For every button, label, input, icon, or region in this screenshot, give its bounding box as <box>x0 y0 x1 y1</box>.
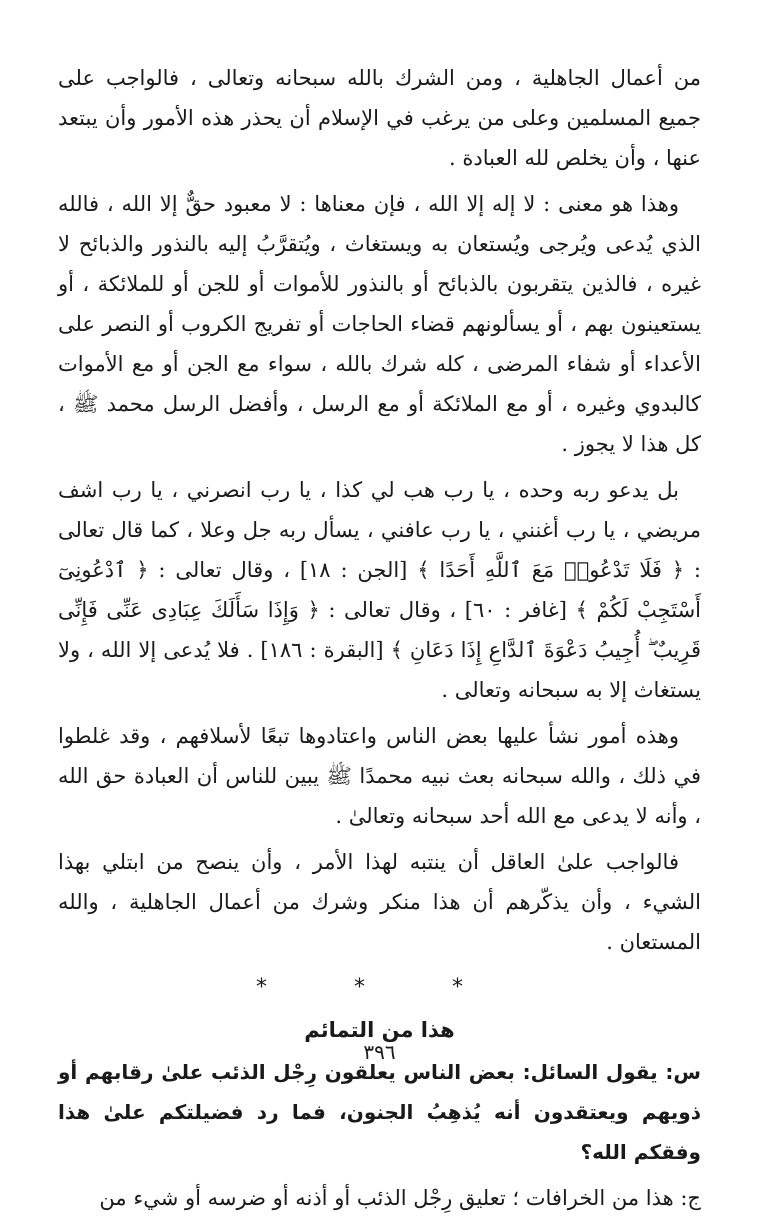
paragraph: بل يدعو ربه وحده ، يا رب هب لي كذا ، يا رب انصرني ، يا رب اشف مريضي ، يا رب أغنني ، يا رب عافني ، يسأل ربه جل وعلا ، كما قال تعالى : ﴿ فَلَا تَدْعُوا۟ مَعَ ٱللَّهِ أَحَدًا ﴾ [الجن : ١٨] ، وقال تعالى : ﴿ ٱدْعُونِىٓ أَسْتَجِبْ لَكُمْ ﴾ [غافر : ٦٠] ، وقال تعالى : ﴿ وَإِذَا سَأَلَكَ عِبَادِى عَنِّى فَإِنِّى قَرِيبٌ ۖ أُجِيبُ دَعْوَةَ ٱلدَّاعِ إِذَا دَعَانِ ﴾ [البقرة : ١٨٦] . فلا يُدعى إلا الله ، ولا يستغاث إلا به سبحانه وتعالى . <box>58 478 701 702</box>
section-title: هذا من التمائم <box>304 1018 455 1042</box>
section-separator: * * * <box>256 975 503 1000</box>
paragraph: من أعمال الجاهلية ، ومن الشرك بالله سبحانه وتعالى ، فالواجب على جميع المسلمين وعلى من يرغب في الإسلام أن يحذر هذه الأمور وأن يبتعد عنها ، وأن يخلص لله العبادة . <box>58 66 701 170</box>
paragraph: فالواجب علىٰ العاقل أن ينتبه لهذا الأمر ، وأن ينصح من ابتلي بهذا الشيء ، وأن يذكّرهم أن هذا منكر وشرك من أعمال الجاهلية ، والله المستعان . <box>58 850 701 954</box>
paragraph: وهذا هو معنى : لا إله إلا الله ، فإن معناها : لا معبود حقٌّ إلا الله ، فالله الذي يُدعى ويُرجى ويُستعان به ويستغاث ، ويُتقرَّبُ إليه بالنذور والذبائح لا غيره ، فالذين يتقربون بالذبائح أو بالنذور للأموات أو للجن أو للملائكة ، أو يستعينون بهم ، أو يسألونهم قضاء الحاجات أو تفريج الكروب أو النصر على الأعداء أو شفاء المرضى ، كله شرك بالله ، سواء مع الجن أو مع الأموات كالبدوي وغيره ، أو مع الملائكة أو مع الرسل ، وأفضل الرسل محمد ﷺ ، كل هذا لا يجوز . <box>58 192 701 456</box>
question-text: س: يقول السائل: بعض الناس يعلقون رِجْل الذئب علىٰ رقابهم أو ذويهم ويعتقدون أنه يُذهِبُ الجنون، فما رد فضيلتكم علىٰ هذا وفقكم الله؟ <box>58 1060 701 1164</box>
answer-text: ج: هذا من الخرافات ؛ تعليق رِجْل الذئب أو أذنه أو ضرسه أو شيء من <box>99 1186 701 1210</box>
page-number: ٣٩٦ <box>363 1040 396 1064</box>
paragraph: وهذه أمور نشأ عليها بعض الناس واعتادوها تبعًا لأسلافهم ، وقد غلطوا في ذلك ، والله سبحانه بعث نبيه محمدًا ﷺ يبين للناس أن العبادة حق الله ، وأنه لا يدعى مع الله أحد سبحانه وتعالىٰ . <box>58 724 701 828</box>
